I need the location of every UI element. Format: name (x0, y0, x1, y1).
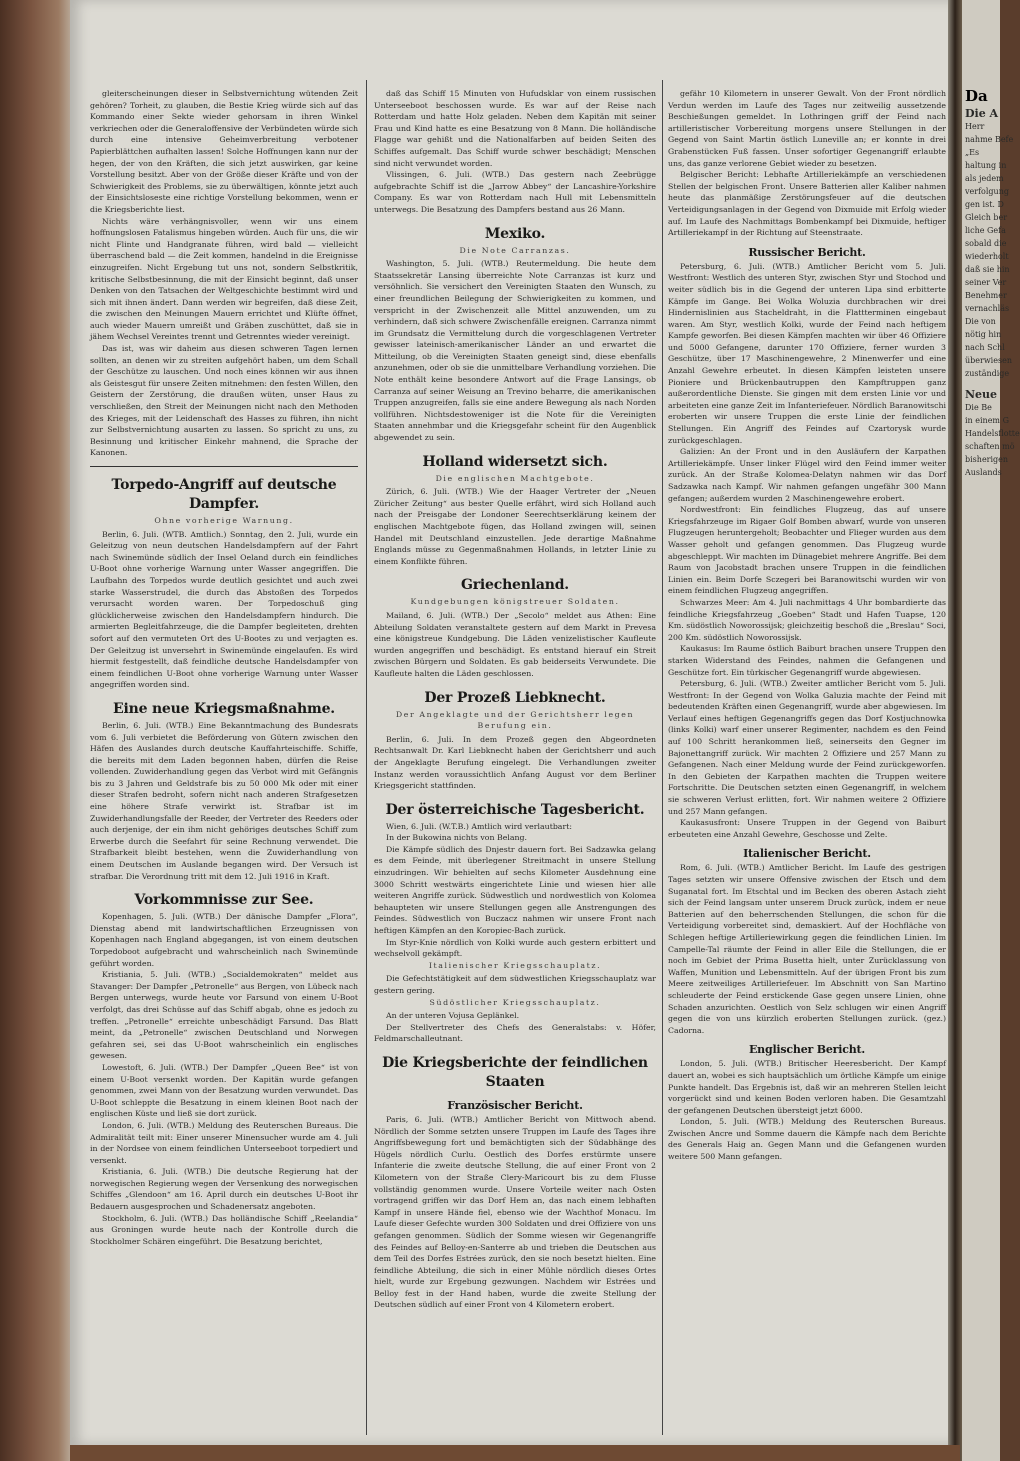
article-headline: Eine neue Kriegsmaßnahme. (113, 700, 335, 717)
article-paragraph: An der unteren Vojusa Geplänkel. (386, 1011, 520, 1021)
adjacent-text-line: bisherigen (965, 455, 1009, 464)
column-3 (668, 88, 946, 1163)
page-gutter (948, 0, 962, 1461)
article-paragraph: Kaukasusfront: Unsere Truppen in der Gegend von Baiburt erbeuteten eine Anzahl Gewehre, Geschosse und Zelte. (668, 818, 946, 839)
article-subheading: Der Angeklagte und der Gerichtsherr legen Berufung ein. (395, 709, 635, 731)
adjacent-text-line: nötig hin (965, 330, 1002, 339)
article-paragraph: Nichts wäre verhängnisvoller, wenn wir uns einem hoffnungslosen Fatalismus hingeben würden. Auch für uns, die wir nicht Flinte und Handgranate führen, wird bald — vielleicht überraschend bald — die Zeit kommen, handelnd in die Ereignisse einzugreifen. Nicht Ergebung tut uns not, sondern Selbstkritik, kritische Selbstbesinnung, die mit der Einsicht beginnt, daß unser Denken von den Tatsachen der Weltgeschichte bestimmt wird und sich mit ihnen ändert. Dann werden wir begreifen, daß diese Zeit, die zwischen den Meinungen Mauern errichtet und Klüfte öffnet, auch wieder Mauern umreißt und Gräben zuschüttet, daß sie in jähem Wechsel Vereintes trennt und Getrenntes wieder vereinigt. (90, 216, 358, 342)
article-paragraph: Das ist, was wir daheim aus diesen schweren Tagen lernen sollten, an denen wir zu streiten aufgehört haben, um dem Schall der Geschütze zu lauschen. Und noch eines können wir aus ihnen als Geistesgut für unsere Zeiten mitnehmen: den festen Willen, den Geistern der Zerstörung, die draußen wüten, unser Haus zu verschließen, den Streit der Meinungen nicht nach den Methoden des Krieges, mit der Leidenschaft des Hasses zu führen, ihn nicht zur Selbstvernichtung ausarten zu lassen. So spricht zu uns, zu Besinnung und kritischer Einkehr mahnend, die Sprache der Kanonen. (90, 344, 358, 458)
article-paragraph: Washington, 5. Juli. (WTB.) Reutermeldung. Die heute dem Staatssekretär Lansing überreichte Note Carranzas ist kurz und versöhnlich. Sie versichert den Vereinigten Staaten den Wunsch, zu einer freundlichen Beilegung der Schwierigkeiten zu kommen, und verspricht in der Zwischenzeit alle Mittel anzuwenden, um zu verhindern, daß sich schwere Zwischenfälle ereignen. Carranza nimmt im Grundsatz die Vermittelung durch die vorgeschlagenen Vertreter gewisser lateinisch-amerikanischer Länder an und erwartet die Mitteilung, ob die Vereinigten Staaten geneigt sind, diese ebenfalls anzunehmen, oder ob sie die unmittelbare Verhandlung vorziehen. Die Note enthält keine besondere Antwort auf die Frage Lansings, ob Carranza auf seiner Weisung an Trevino beharre, die amerikanischen Truppen anzugreifen, falls sie eine andere Bewegung als nach Norden vollführen. Nichtsdestoweniger ist die Note für die Vereinigten Staaten annehmbar und die Kriegsgefahr scheint für den Augenblick abgewendet zu sein. (374, 259, 656, 443)
adjacent-text-line: zuständige (965, 369, 1010, 378)
article-paragraph: Paris, 6. Juli. (WTB.) Amtlicher Bericht von Mittwoch abend. Nördlich der Somme setzten unsere Truppen im Laufe des Tages ihre Angriffsbewegung fort und bemächtigten sich der Südabhänge des Hügels nördlich Curlu. Oestlich des Dorfes erstürmte unsere Infanterie die zweite deutsche Stellung, die auf einer Front von 2 Kilometern von der Straße Clery-Maricourt bis zu dem Flusse vollständig genommen wurde. Unsere Vorteile weiter nach Osten vortragend griffen wir das Dorf Hem an, das nach einem lebhaften Kampf in unsere Hände fiel, ebenso wie der Wachthof Monacu. Im Laufe dieser Gefechte wurden 300 Soldaten und drei Offiziere von uns gefangen genommen. Südlich der Somme wiesen wir Gegenangriffe des Feindes auf Belloy-en-Santerre ab und trieben die Deutschen aus dem Teil des Dorfes Estrées zurück, den sie noch besetzt hielten. Eine feindliche Abteilung, die sich in einer Mühle nördlich dieses Ortes hielt, wurde zur Ergebung gezwungen. Nachdem wir Estrées und Belloy fest in der Hand haben, wurde die zweite Stellung der Deutschen südlich auf einer Front von 4 Kilometern erobert. (374, 1114, 656, 1310)
adjacent-text-line: daß sie hin (965, 265, 1010, 274)
adjacent-page (962, 0, 1020, 1461)
article-subheading: Ohne vorherige Warnung. (154, 516, 294, 525)
section-headline: Englischer Bericht. (748, 1043, 866, 1057)
adjacent-text-line: haltung in (965, 161, 1007, 170)
article-paragraph: Galizien: An der Front und in den Ausläufern der Karpathen Artilleriekämpfe. Unser linker Flügel wird den Feind immer weiter zurück. An der Straße Kolomea-Delatyn nahmen wir das Dorf Sadzawka nach Kampf. Wir nahmen gefangen ungefähr 300 Mann gefangen; außerdem wurden 2 Maschinengewehre erobert. (668, 447, 946, 503)
adjacent-heading: Da (965, 87, 988, 105)
adjacent-text-line: nach Schl (965, 343, 1005, 352)
article-paragraph: London, 5. Juli. (WTB.) Meldung des Reuterschen Bureaus. Zwischen Ancre und Somme dauern die Kämpfe nach dem Berichte des Generals Haig an. Gegen Mann und die Gefangenen wurden weitere 500 Mann gefangen. (668, 1117, 946, 1162)
adjacent-text-line: Herr (965, 122, 985, 131)
column-divider (366, 80, 367, 1435)
article-paragraph: Berlin, 6. Juli. In dem Prozeß gegen den Abgeordneten Rechtsanwalt Dr. Karl Liebknecht haben der Gerichtsherr und auch der Angeklagte Berufung eingelegt. Die Verhandlungen zweiter Instanz werden voraussichtlich Anfang August vor dem Berliner Kriegsgericht stattfinden. (374, 734, 656, 791)
article-headline: Griechenland. (461, 577, 569, 594)
article-paragraph: Kopenhagen, 5. Juli. (WTB.) Der dänische Dampfer „Flora“, Dienstag abend mit landwirtschaftlichen Erzeugnissen von Kopenhagen nach England abgegangen, ist von einem deutschen Torpedoboot aufgebracht und wahrscheinlich nach Swinemünde geführt worden. (90, 912, 358, 968)
article-paragraph: Belgischer Bericht: Lebhafte Artilleriekämpfe an verschiedenen Stellen der belgischen Front. Unsere Batterien aller Kaliber nahmen heute das planmäßige Zerstörungsfeuer auf die deutschen Verteidigungsanlagen in der Gegend von Dixmuide mit Erfolg wieder auf. Im Laufe des Nachmittags Bombenkampf bei Dixmuide, heftiger Artilleriekampf in der Richtung auf Steenstraate. (668, 170, 946, 238)
section-divider (90, 466, 358, 467)
adjacent-text-line: in einem G (965, 416, 1009, 425)
column-1 (90, 88, 358, 1247)
article-paragraph: London, 6. Juli. (WTB.) Meldung des Reuterschen Bureaus. Die Admiralität teilt mit: Einer unserer Minensucher wurde am 4. Juli in der Nordsee von einem feindlichen Unterseeboot torpediert und versenkt. (90, 1120, 358, 1165)
article-paragraph: Mailand, 6. Juli. (WTB.) Der „Secolo“ meldet aus Athen: Eine Abteilung Soldaten veranstaltete gestern auf dem Markt in Prevesa eine königstreue Kundgebung. Die Läden venizelistischer Kaufleute wurden angegriffen und beschädigt. Es entstand hierauf ein Streit zwischen Bürgern und Soldaten. Es gab beiderseits Verwundete. Die Kaufleute halten die Läden geschlossen. (374, 610, 656, 678)
column-2 (374, 88, 656, 1311)
article-subheading: Südöstlicher Kriegsschauplatz. (429, 997, 601, 1007)
article-subheading: Die Note Carranzas. (459, 245, 571, 255)
article-paragraph: Schwarzes Meer: Am 4. Juli nachmittags 4 Uhr bombardierte das feindliche Kriegsfahrzeug „Goeben“ Stadt und Hafen Tuapse, 120 Km. südöstlich Noworossijsk; gleichzeitig beschoß die „Breslau“ Soci, 200 Km. südöstlich Noworossijsk. (668, 597, 946, 642)
article-subheading: Kundgebungen königstreuer Soldaten. (410, 597, 620, 607)
adjacent-text-line: Die von (965, 317, 996, 326)
adjacent-text-line: „Es (965, 148, 980, 157)
adjacent-text-line: Auslands (965, 468, 1002, 477)
article-paragraph: gefähr 10 Kilometern in unserer Gewalt. Von der Front nördlich Verdun werden im Laufe des Tages nur zeitweilig aussetzende Beschießungen gemeldet. In Lothringen griff der Feind nach artilleristischer Vorbereitung morgens unsere Stellungen in der Gegend von Saint Martin östlich Luneville an; er konnte in drei Grabenstücken Fuß fassen. Unser sofortiger Gegenangriff erlaubte uns, das ganze verlorene Gebiet wieder zu besetzen. (668, 89, 946, 168)
article-headline: Der österreichische Tagesbericht. (385, 801, 645, 818)
article-paragraph: gleiterscheinungen dieser in Selbstvernichtung wütenden Zeit gehören? Torheit, zu glauben, die Bestie Krieg würde sich auf das Kommando einer Sekte wieder gehorsam in ihren Winkel verkriechen oder die Generaloffensive der Verbündeten würde sich durch eine intensive Geheimverbreitung verbotener Papierblättchen aufhalten lassen! Solche Hoffnungen kann nur der hegen, der von den Kräften, die sich jetzt auswirken, gar keine Vorstellung besitzt. Aber von der Größe dieser Kräfte und von der Schwierigkeit des Problems, sie zu überwältigen, könnte jetzt auch der Einsichtsloseste eine richtige Vorstellung bekommen, wenn er die Kriegsberichte liest. (90, 89, 358, 214)
article-paragraph: Der Stellvertreter des Chefs des Generalstabs: v. Höfer, Feldmarschalleutnant. (374, 1022, 656, 1044)
article-paragraph: Zürich, 6. Juli. (WTB.) Wie der Haager Vertreter der „Neuen Züricher Zeitung“ aus bester Quelle erfährt, wird sich Holland auch nach der Preisgabe der Londoner Seerechtserklärung keinem der englischen Machtgebote fügen, das Holland zwingen will, seinen Handel mit Deutschland einzustellen. Jede derartige Maßnahme Englands müsse zu Gegenmaßnahmen Hollands, in letzter Linie zu einem Konflikte führen. (374, 487, 656, 566)
article-paragraph: Berlin, 6. Juli. (WTB.) Eine Bekanntmachung des Bundesrats vom 6. Juli verbietet die Beförderung von Gütern zwischen den Häfen des Auslandes durch deutsche Kauffahrteischiffe. Schiffe, die bereits mit dem Laden begonnen haben, dürfen die Reise vollenden. Zuwiderhandlung gegen das Verbot wird mit Gefängnis bis zu 3 Jahren und Geldstrafe bis zu 50 000 Mk oder mit einer dieser Strafen bedroht, sofern nicht nach anderen Strafgesetzen eine höhere Strafe verwirkt ist. Strafbar ist im Zuwiderhandlungsfalle der Reeder, der Vertreter des Reeders oder auch derjenige, der ein ihm nicht gehöriges deutsches Schiff zum Erwerbe durch die Seefahrt für seine Rechnung verwendet. Die Strafbarkeit bleibt bestehen, wenn die Zuwiderhandlung von einem Deutschen im Auslande begangen wird. Der Versuch ist strafbar. Die Verordnung tritt mit dem 12. Juli 1916 in Kraft. (90, 720, 358, 881)
article-headline: Mexiko. (484, 225, 546, 242)
adjacent-text-line: Handelsflotte (965, 429, 1020, 438)
adjacent-text-line: Gleich ber (965, 213, 1008, 222)
article-subheading: Italienischer Kriegsschauplatz. (428, 960, 602, 970)
article-paragraph: London, 5. Juli. (WTB.) Britischer Heeresbericht. Der Kampf dauert an, wobei es sich hauptsächlich um örtliche Kämpfe um einige Punkte handelt. Das Ergebnis ist, daß wir an mehreren Stellen leicht vorgerückt sind und keinen Boden verloren haben. Die Gesamtzahl der gefangenen Deutschen übersteigt jetzt 6000. (668, 1059, 946, 1115)
article-paragraph: Die Gefechtstätigkeit auf dem südwestlichen Kriegsschauplatz war gestern gering. (374, 974, 656, 995)
adjacent-text-line: liche Gefa (965, 226, 1006, 235)
adjacent-text-line: Die Be (965, 403, 992, 412)
adjacent-text-line: Benehmer (965, 291, 1007, 300)
article-paragraph: Vlissingen, 6. Juli. (WTB.) Das gestern nach Zeebrügge aufgebrachte Schiff ist die „Jarrow Abbey“ der Lancashire-Yorkshire Company. Es war von Rotterdam nach Hull mit Lebensmitteln unterwegs. Die Besatzung des Dampfers bestand aus 26 Mann. (374, 170, 656, 214)
adjacent-text-line: vernachläs (965, 304, 1010, 313)
article-headline: Torpedo-Angriff auf deutsche Dampfer. (111, 477, 337, 512)
article-subheading: Die englischen Machtgebote. (435, 473, 595, 483)
adjacent-text-line: als jedem (965, 174, 1004, 183)
adjacent-subheading: Die A (965, 107, 999, 120)
section-headline: Französischer Bericht. (447, 1098, 583, 1112)
article-paragraph: Stockholm, 6. Juli. (WTB.) Das holländische Schiff „Reelandia“ aus Groningen wurde heute nach der Kontrolle durch die Stockholmer Schären eingeführt. Die Besatzung berichtet, (90, 1213, 358, 1246)
article-headline: Die Kriegsberichte der feindlichen Staaten (382, 1054, 648, 1090)
article-paragraph: Lowestoft, 6. Juli. (WTB.) Der Dampfer „Queen Bee“ ist von einem U-Boot versenkt worden. Der Kapitän wurde gefangen genommen, zwei Mann von der Besatzung wurden verwundet. Das U-Boot schleppte die Besatzung in einem kleinen Boot nach der englischen Küste und ließ sie dort zurück. (90, 1062, 358, 1119)
column-divider (662, 80, 663, 1435)
adjacent-text-line: verfolgung (965, 187, 1009, 196)
article-headline: Holland widersetzt sich. (422, 453, 608, 470)
article-headline: Vorkommnisse zur See. (134, 892, 314, 909)
adjacent-text-line: überwiesen (965, 356, 1012, 365)
section-headline: Italienischer Bericht. (743, 847, 871, 861)
adjacent-text-line: wiederholt (965, 252, 1009, 261)
article-paragraph: Petersburg, 6. Juli. (WTB.) Zweiter amtlicher Bericht vom 5. Juli. Westfront: In der Gegend von Wolka Galuzia machte der Feind mit bedeutenden Kräften einen Gegenangriff, wurde aber abgewiesen. Im Verlauf eines heftigen Gegenangriffs gegen das Dorf Kostjuchnowka (links Kolki) warf einer unserer Regimenter, nachdem es den Feind auf 100 Schritt herankommen ließ, seinerseits den Gegner im Bajonettangriff zurück. Wir machten 2 Offiziere und 257 Mann zu Gefangenen. Nach einer Meldung wurde der Feind zurückgeworfen. In den Gebieten der Karpathen machten die Truppen weitere Fortschritte. Die Deutschen setzten einen Gegenangriff, in welchem sie schweren Verlust erlitten, fort. Wir nahmen weitere 2 Offiziere und 257 Mann gefangen. (668, 679, 946, 816)
adjacent-text-line: nahme Befe (965, 135, 1014, 144)
article-paragraph: Nordwestfront: Ein feindliches Flugzeug, das auf unsere Kriegsfahrzeuge im Rigaer Golf Bomben abwarf, wurde von unseren Flugzeugen heruntergeholt; Beobachter und Flieger wurden aus dem Wasser geholt und gefangen genommen. Das Flugzeug wurde abgeschleppt. Wir machten im Dünagebiet mehrere Angriffe. Bei dem Raum von Jacobstadt brachen unsere Truppen in die feindlichen Linien ein. Beim Dorfe Sczegeri bei Baranowitschi wurden wir von einem feindlichen Flugzeug angegriffen. (668, 505, 946, 596)
adjacent-text-line: seiner Ver (965, 278, 1007, 287)
book-binding (0, 0, 78, 1461)
article-paragraph: Petersburg, 6. Juli. (WTB.) Amtlicher Bericht vom 5. Juli. Westfront: Westlich des unteren Styr, zwischen Styr und Stochod und weiter südlich bis in die Gegend der unteren Lipa sind erbitterte Kämpfe im Gange. Bei Wolka Woluzia durchbrachen wir drei Hindernislinien aus Stacheldraht, in die Flattterminen eingebaut waren. Am Styr, westlich Kolki, wurde der Feind nach heftigem Kampfe geworfen. Bei diesen Kämpfen machten wir über 46 Offiziere und 5000 Gefangene, darunter 170 Offiziere, ferner wurden 3 Geschütze, über 17 Maschinengewehre, 2 Minenwerfer und eine Anzahl Gewehre erbeutet. In diesen Kämpfen leisteten unsere Pioniere und Brückenbautruppen den Kampftruppen ganz außerordentliche Dienste. Sie gingen mit dem ersten Linie vor und arbeiteten eine ganze Zeit im Infanteriefeuer. Nördlich Baranowitschi eroberten wir unsere Truppen die erste Linie der feindlichen Stellungen. Ein Angriff des Feindes auf Czartorysk wurde zurückgeschlagen. (668, 261, 946, 445)
article-headline: Der Prozeß Liebknecht. (424, 689, 606, 706)
article-paragraph: Die Kämpfe südlich des Dnjestr dauern fort. Bei Sadzawka gelang es dem Feinde, mit überlegener Streitmacht in unsere Stellung einzudringen. Wir behielten auf sechs Kilometer Ausdehnung eine 3000 Schritt westwärts eingerichtete Linie und wiesen hier alle weiteren Angriffe zurück. Südwestlich und nordwestlich von Kolomea behaupteten wir unsere Stellungen gegen alle Anstrengungen des Feindes. Südwestlich von Buczacz nahmen wir unsere Front nach heftigen Kämpfen an den Koropiec-Bach zurück. (374, 844, 656, 936)
section-headline: Russischer Bericht. (748, 245, 866, 259)
adjacent-section-heading: Neue (965, 388, 998, 401)
article-paragraph: Berlin, 6. Juli. (WTB. Amtlich.) Sonntag, den 2. Juli, wurde ein Geleitzug von neun deutschen Handelsdampfern auf der Fahrt nach Swinemünde südlich der Insel Oeland durch ein feindliches U-Boot ohne vorherige Warnung unter Wasser angegriffen. Die Laufbahn des Torpedos wurde deutlich gesichtet und auch zwei starke Wasserstrudel, die durch das Abstoßen des Torpedos verursacht worden waren. Der Torpedoschuß ging glücklicherweise zwischen den Handelsdampfern hindurch. Die armierten Begleitfahrzeuge, die die Dampfer begleiteten, drehten sofort auf den vermuteten Ort des U-Bootes zu und verjagten es. Der Geleitzug ist unversehrt in Swinemünde eingelaufen. Es wird hiermit festgestellt, daß feindliche deutsche Handelsdampfer von einem feindlichen U-Boot ohne vorherige Warnung unter Wasser angegriffen worden sind. (90, 529, 358, 690)
article-paragraph: daß das Schiff 15 Minuten von Hufudsklar von einem russischen Unterseeboot beschossen wurde. Es war auf der Reise nach Rotterdam und hatte Holz geladen. Neben dem Kapitän mit seiner Frau und Kind hatte es eine Besatzung von 8 Mann. Die holländische Flagge war gehißt und die Nationalfarben auf beiden Seiten des Schiffes aufgemalt. Das Schiff wurde schwer beschädigt; Menschen sind nicht verwundet worden. (374, 89, 656, 168)
adjacent-text-line: sobald die (965, 239, 1007, 248)
article-paragraph: Im Styr-Knie nördlich von Kolki wurde auch gestern erbittert und wechselvoll gekämpft. (374, 937, 656, 959)
article-paragraph: Wien, 6. Juli. (W.T.B.) Amtlich wird verlautbart: (386, 821, 572, 831)
article-paragraph: Kristiania, 6. Juli. (WTB.) Die deutsche Regierung hat der norwegischen Regierung wegen der Versenkung des norwegischen Schiffes „Glendoon“ am 16. April durch ein deutsches U-Boot ihr Bedauern ausgesprochen und Schadenersatz angeboten. (90, 1167, 358, 1212)
adjacent-text-line: schaften mö (965, 442, 1015, 451)
adjacent-text-line: gen ist. D (965, 200, 1004, 209)
page-bottom-edge (70, 1445, 960, 1461)
article-paragraph: Kristiania, 5. Juli. (WTB.) „Socialdemokraten“ meldet aus Stavanger: Der Dampfer „Petronelle“ aus Bergen, von Lübeck nach Bergen unterwegs, wurde heute vor Farsund von einem U-Boot verfolgt, das drei Schüsse auf das Schiff abgab, ohne es jedoch zu treffen. „Petronelle“ erreichte unbeschädigt Farsund. Das Blatt meint, da „Petronelle“ zwischen Deutschland und Norwegen gefahren sei, sei das U-Boot wahrscheinlich ein englisches gewesen. (90, 970, 358, 1061)
article-paragraph: Kaukasus: Im Raume östlich Baiburt brachen unsere Truppen den starken Widerstand des Feindes, nahmen die Gefangenen und Geschütze fort. Ein türkischer Gegenangriff wurde abgewiesen. (668, 644, 946, 677)
article-paragraph: Rom, 6. Juli. (WTB.) Amtlicher Bericht. Im Laufe des gestrigen Tages setzten wir unsere Offensive zwischen der Etsch und dem Suganatal fort. Im Etschtal und im Becken des oberen Astach zieht sich der Feind langsam unter unserem Druck zurück, indem er neue Batterien auf den beherrschenden Stellungen, die schon für die Verteidigung vorbereitet sind, demaskiert. Auf der Hochfläche von Schlegen heftige Artilleriewirkung gegen die feindlichen Linien. Im Campelle-Tal räumte der Feind in aller Eile die Stellungen, die er noch im Gebiet der Prima Busetta hielt, unter Zurücklassung von Waffen, Munition und Lebensmitteln. Auf der übrigen Front bis zum Meere zeitweiliges Artilleriefeuer. Im Abschnitt von San Martino schleuderte der Feind erstickende Gase gegen unsere Linien, ohne Schaden anzurichten. Oestlich von Selz schlugen wir einen Angriff gegen die von uns kürzlich eroberten Stellungen zurück. (gez.) Cadorna. (668, 863, 946, 1035)
article-paragraph: In der Bukowina nichts von Belang. (386, 833, 527, 843)
